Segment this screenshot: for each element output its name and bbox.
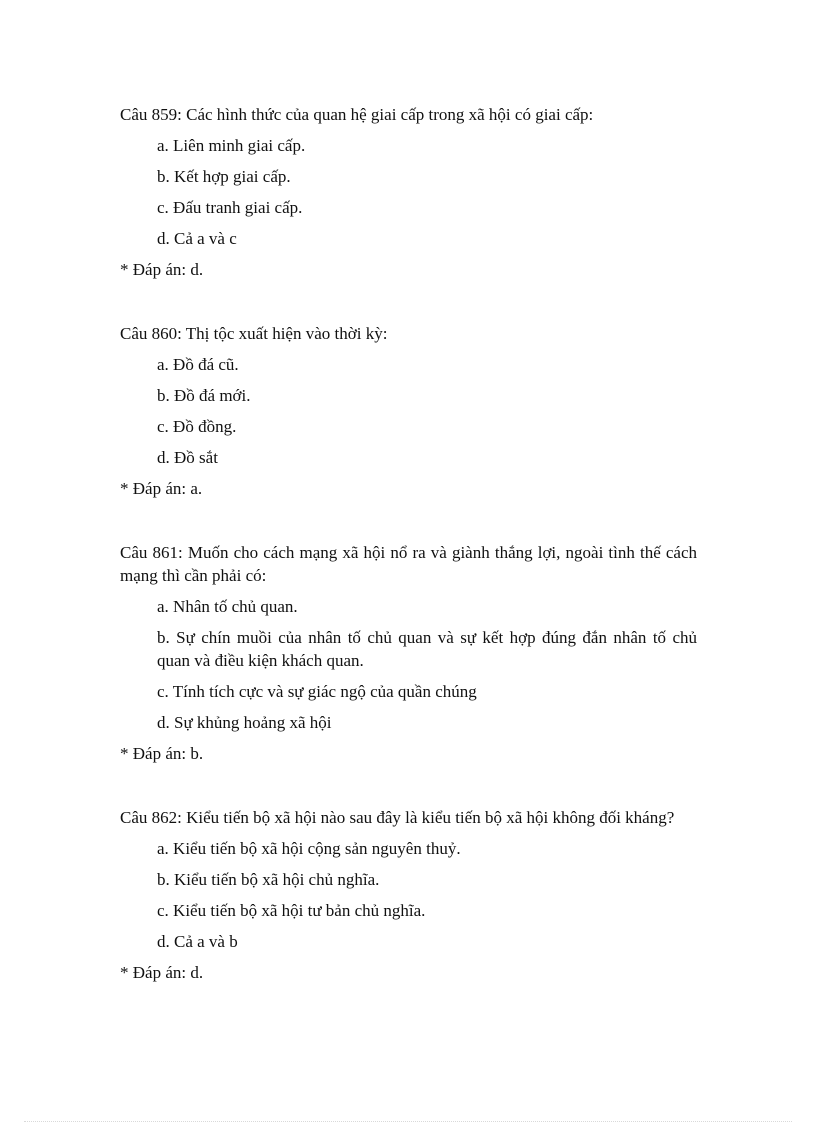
option-b: b. Sự chín muồi của nhân tố chủ quan và sự kết hợp đúng đắn nhân tố chủ quan và điều kiện khách quan. bbox=[157, 628, 697, 670]
option-a: a. Nhân tố chủ quan. bbox=[157, 597, 298, 616]
option-d: d. Sự khủng hoảng xã hội bbox=[157, 713, 332, 732]
page-bottom-border bbox=[24, 1121, 792, 1122]
option-c: c. Tính tích cực và sự giác ngộ của quần chúng bbox=[157, 682, 477, 701]
option-c: c. Kiểu tiến bộ xã hội tư bản chủ nghĩa. bbox=[157, 901, 426, 920]
option-b: b. Kiểu tiến bộ xã hội chủ nghĩa. bbox=[157, 870, 380, 889]
answer-text: * Đáp án: a. bbox=[120, 479, 203, 498]
option-b: b. Kết hợp giai cấp. bbox=[157, 167, 291, 186]
question-block-861 bbox=[120, 541, 697, 765]
question-text: Câu 861: Muốn cho cách mạng xã hội nổ ra và giành thắng lợi, ngoài tình thế cách mạng thì cần phải có: bbox=[120, 543, 697, 585]
option-d: d. Cả a và b bbox=[157, 932, 238, 951]
question-text: Câu 860: Thị tộc xuất hiện vào thời kỳ: bbox=[120, 324, 388, 343]
option-a: a. Liên minh giai cấp. bbox=[157, 136, 306, 155]
question-text: Câu 862: Kiểu tiến bộ xã hội nào sau đây là kiểu tiến bộ xã hội không đối kháng? bbox=[120, 808, 675, 827]
option-d: d. Đồ sắt bbox=[157, 448, 218, 467]
answer-text: * Đáp án: b. bbox=[120, 744, 204, 763]
option-a: a. Đồ đá cũ. bbox=[157, 355, 239, 374]
option-a: a. Kiểu tiến bộ xã hội cộng sản nguyên thuỷ. bbox=[157, 839, 461, 858]
option-b: b. Đồ đá mới. bbox=[157, 386, 251, 405]
question-block-862 bbox=[120, 806, 697, 984]
question-block-860 bbox=[120, 322, 697, 500]
question-text: Câu 859: Các hình thức của quan hệ giai cấp trong xã hội có giai cấp: bbox=[120, 105, 594, 124]
answer-text: * Đáp án: d. bbox=[120, 260, 204, 279]
answer-text: * Đáp án: d. bbox=[120, 963, 204, 982]
option-c: c. Đồ đồng. bbox=[157, 417, 237, 436]
question-block-859 bbox=[120, 103, 697, 281]
option-c: c. Đấu tranh giai cấp. bbox=[157, 198, 303, 217]
option-d: d. Cả a và c bbox=[157, 229, 237, 248]
